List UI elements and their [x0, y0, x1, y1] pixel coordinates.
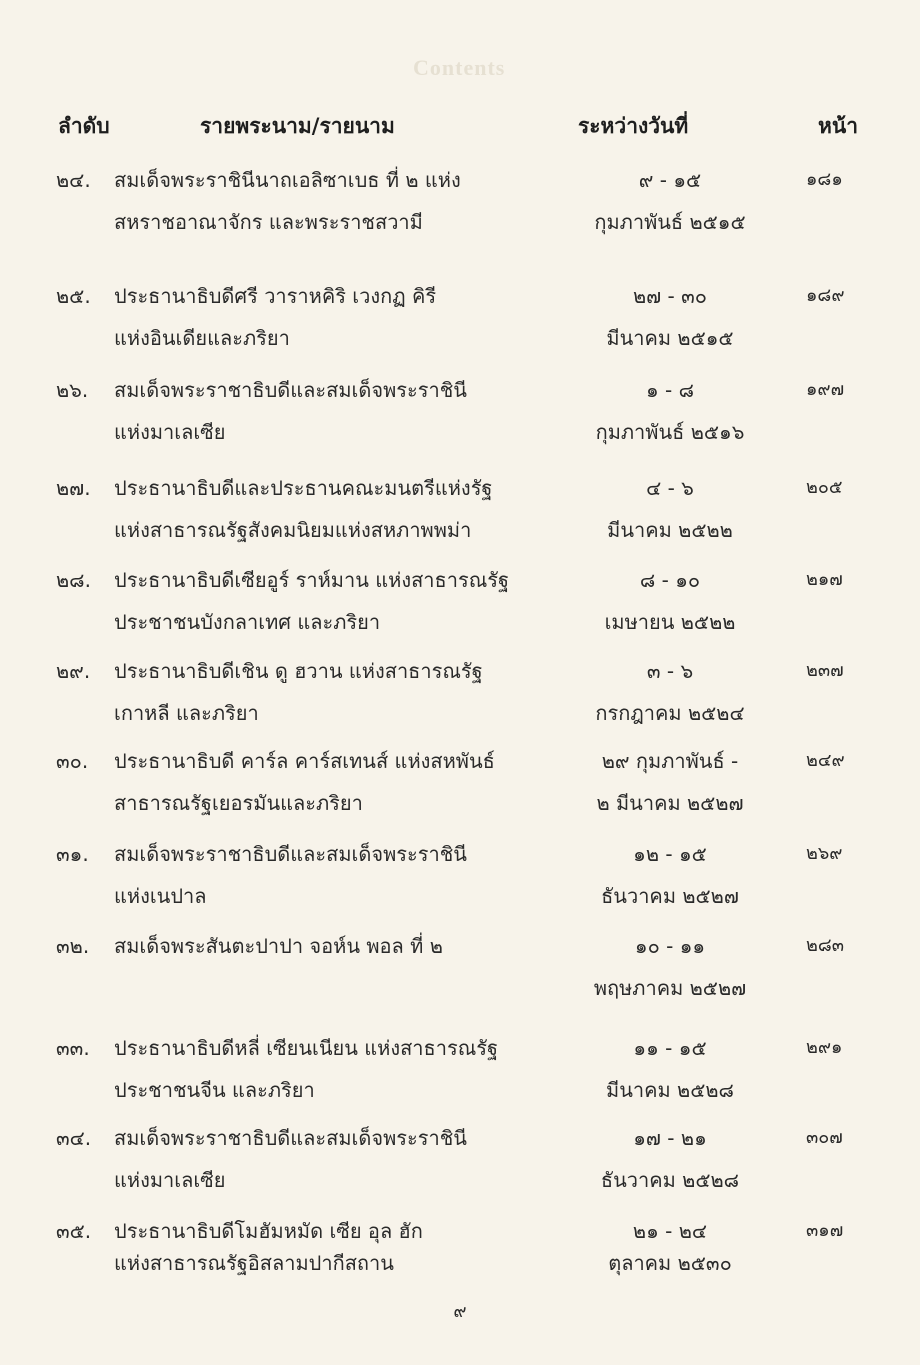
entry-date-line1: ๑๑ - ๑๕: [633, 1036, 707, 1060]
entry-page: ๑๘๙: [806, 285, 845, 306]
entry-number: ๓๒.: [56, 934, 90, 958]
entry-number: ๓๕.: [56, 1219, 92, 1243]
entry-date-line1: ๒๗ - ๓๐: [632, 284, 708, 308]
entry-date-line1: ๑๐ - ๑๑: [634, 934, 706, 958]
entry-date-line2: ๒ มีนาคม ๒๕๒๗: [596, 791, 744, 815]
entry-name-line2: สาธารณรัฐเยอรมันและภริยา: [114, 791, 363, 815]
entry-name-line1: สมเด็จพระราชินีนาถเอลิซาเบธ ที่ ๒ แห่ง: [114, 168, 461, 192]
entry-date-line2: ธันวาคม ๒๕๒๗: [601, 884, 739, 908]
entry-number: ๒๕.: [56, 284, 91, 308]
entry-page: ๑๙๗: [806, 379, 845, 400]
entry-name-line1: ประธานาธิบดีและประธานคณะมนตรีแห่งรัฐ: [114, 476, 493, 500]
entry-name-line2: แห่งเนปาล: [114, 884, 207, 908]
entry-number: ๓๔.: [56, 1126, 92, 1150]
list-item: [0, 374, 920, 464]
list-item: [0, 1032, 920, 1122]
entry-date-line2: พฤษภาคม ๒๕๒๗: [593, 976, 747, 1000]
list-item: [0, 745, 920, 835]
entry-date-line1: ๘ - ๑๐: [639, 568, 701, 592]
entry-name-line1: สมเด็จพระสันตะปาปา จอห์น พอล ที่ ๒: [114, 934, 443, 958]
entry-date-line2: มีนาคม ๒๕๒๘: [606, 1078, 734, 1102]
header-date: ระหว่างวันที่: [578, 114, 689, 138]
entry-page: ๓๑๗: [806, 1220, 844, 1241]
entry-page: ๒๑๗: [806, 569, 843, 590]
entry-number: ๓๑.: [56, 842, 89, 866]
entry-name-line1: ประธานาธิบดีเชิน ดู ฮวาน แห่งสาธารณรัฐ: [114, 659, 483, 683]
entry-name-line2: สหราชอาณาจักร และพระราชสวามี: [114, 210, 423, 234]
header-order: ลำดับ: [58, 114, 110, 138]
entry-name-line1: สมเด็จพระราชาธิบดีและสมเด็จพระราชินี: [114, 1126, 467, 1150]
entry-date-line1: ๑ - ๘: [645, 378, 695, 402]
entry-name-line2: ประชาชนบังกลาเทศ และภริยา: [114, 610, 381, 634]
entry-page: ๒๔๙: [806, 750, 845, 771]
entry-date-line2: เมษายน ๒๕๒๒: [604, 610, 736, 634]
entry-name-line2: เกาหลี และภริยา: [114, 701, 259, 725]
list-item: [0, 838, 920, 928]
entry-page: ๒๐๕: [806, 477, 843, 498]
entry-page: ๑๘๑: [806, 169, 843, 190]
entry-date-line2: ธันวาคม ๒๕๒๘: [600, 1168, 740, 1192]
entry-number: ๓๓.: [56, 1036, 90, 1060]
header-name: รายพระนาม/รายนาม: [200, 114, 395, 138]
entry-date-line1: ๙ - ๑๕: [638, 168, 702, 192]
entry-date-line2: กุมภาพันธ์ ๒๕๑๕: [594, 210, 746, 234]
list-item: [0, 472, 920, 562]
list-item: [0, 1122, 920, 1212]
page-number: ๙: [453, 1301, 467, 1322]
entry-number: ๒๔.: [56, 168, 91, 192]
entry-name-line1: ประธานาธิบดีเซียอูร์ ราห์มาน แห่งสาธารณรัฐ: [114, 568, 510, 592]
entry-date-line2: กรกฎาคม ๒๕๒๔: [595, 701, 745, 725]
entry-number: ๒๗.: [56, 476, 91, 500]
entry-date-line1: ๓ - ๖: [646, 659, 694, 683]
list-item: [0, 280, 920, 370]
entry-number: ๒๘.: [56, 568, 91, 592]
entry-page: ๒๓๗: [806, 660, 844, 681]
entry-date-line2: ตุลาคม ๒๕๓๐: [608, 1251, 732, 1275]
entry-name-line2: ประชาชนจีน และภริยา: [114, 1078, 315, 1102]
table-header: [0, 110, 920, 150]
header-page: หน้า: [818, 114, 858, 138]
entry-name-line1: ประธานาธิบดีศรี วาราหคิริ เวงกฏ คิรี: [114, 284, 437, 308]
list-item: [0, 1215, 920, 1305]
list-item: [0, 164, 920, 254]
list-item: [0, 930, 920, 1020]
entry-name-line1: ประธานาธิบดีโมฮัมหมัด เซีย อุล ฮัก: [114, 1219, 423, 1243]
entry-date-line2: กุมภาพันธ์ ๒๕๑๖: [595, 420, 745, 444]
entry-name-line2: แห่งอินเดียและภริยา: [114, 326, 290, 350]
entry-date-line1: ๑๒ - ๑๕: [633, 842, 707, 866]
entry-page: ๒๙๑: [806, 1037, 843, 1058]
entry-name-line1: สมเด็จพระราชาธิบดีและสมเด็จพระราชินี: [114, 842, 467, 866]
entry-name-line2: แห่งมาเลเซีย: [114, 420, 226, 444]
entry-date-line1: ๒๙ กุมภาพันธ์ -: [601, 749, 739, 773]
entry-date-line1: ๒๑ - ๒๔: [632, 1219, 708, 1243]
bleed-through-text: Contents: [413, 55, 506, 80]
list-item: [0, 655, 920, 745]
list-item: [0, 564, 920, 654]
entry-date-line2: มีนาคม ๒๕๒๒: [607, 518, 733, 542]
entry-date-line1: ๔ - ๖: [646, 476, 694, 500]
entry-name-line1: ประธานาธิบดี คาร์ล คาร์สเทนส์ แห่งสหพันธ์: [114, 749, 495, 773]
entry-number: ๒๖.: [56, 378, 89, 402]
entry-date-line2: มีนาคม ๒๕๑๕: [606, 326, 734, 350]
entry-number: ๒๙.: [56, 659, 91, 683]
entry-name-line2: แห่งมาเลเซีย: [114, 1168, 226, 1192]
entry-date-line1: ๑๗ - ๒๑: [633, 1126, 707, 1150]
entry-page: ๒๘๓: [806, 935, 845, 956]
entry-page: ๒๖๙: [806, 843, 843, 864]
entry-name-line1: สมเด็จพระราชาธิบดีและสมเด็จพระราชินี: [114, 378, 467, 402]
entry-name-line1: ประธานาธิบดีหลี่ เซียนเนียน แห่งสาธารณรัฐ: [114, 1036, 499, 1060]
entry-number: ๓๐.: [56, 749, 89, 773]
entry-name-line2: แห่งสาธารณรัฐอิสลามปากีสถาน: [114, 1251, 394, 1275]
entry-page: ๓๐๗: [806, 1127, 843, 1148]
entry-name-line2: แห่งสาธารณรัฐสังคมนิยมแห่งสหภาพพม่า: [114, 518, 472, 542]
